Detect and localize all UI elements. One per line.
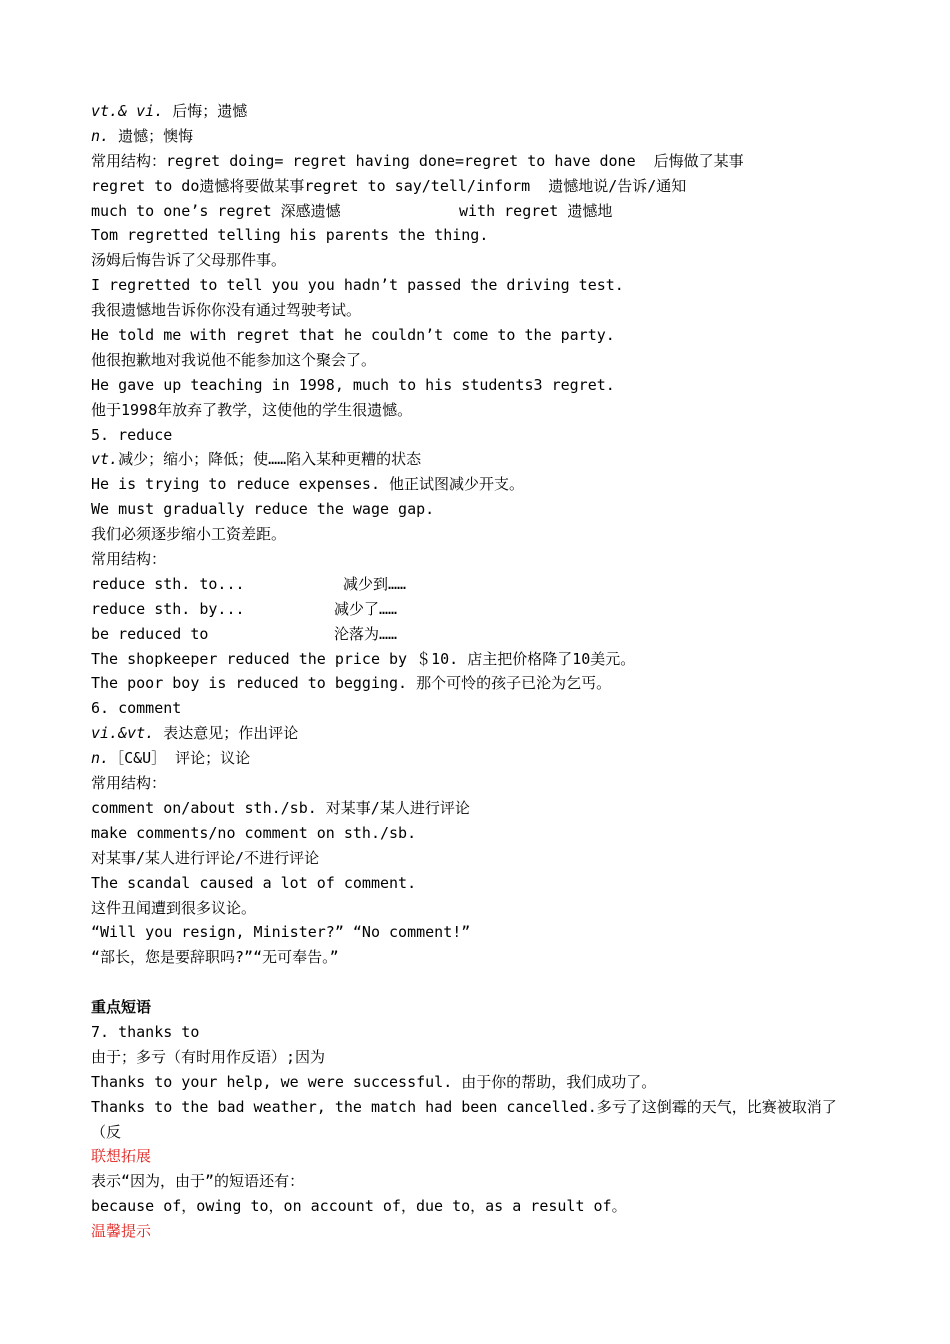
example-translation: “部长，您是要辞职吗?”“无可奉告。” [91,948,339,967]
structure-row [91,597,871,622]
text-line: 表示“因为，由于”的短语还有： [91,1172,305,1191]
text-line: 常用结构：regret doing= regret having done=regret to have done 后悔做了某事 [91,151,744,170]
definition-text: 遗憾；懊悔 [109,126,194,145]
structure-phrase: be reduced to [91,624,209,643]
structure-label: 常用结构： [91,774,167,793]
example-sentence: Thanks to the bad weather, the match had been cancelled.多亏了这倒霉的天气，比赛被取消了 [91,1097,837,1116]
structure-meaning: 减少到…… [343,574,407,593]
structure-phrase: reduce sth. to... [91,574,245,593]
part-of-speech: vt.& vi. [91,102,164,120]
entry-heading: 5. reduce [91,425,173,444]
example-translation: 他于1998年放弃了教学，这使他的学生很遗憾。 [91,400,413,419]
definition-text: 减少；缩小；降低；使……陷入某种更糟的状态 [118,450,422,469]
definition-line [91,99,871,124]
phrase-left: much to one’s regret 深感遗憾 [91,201,341,220]
text-line [91,199,871,224]
tip-label: 温馨提示 [91,1222,152,1241]
example-sentence: I regretted to tell you you hadn’t passed the driving test. [91,276,624,295]
example-sentence: Thanks to your help, we were successful. 由于你的帮助，我们成功了。 [91,1072,657,1091]
example-translation: 他很抱歉地对我说他不能参加这个聚会了。 [91,350,377,369]
example-translation: 我们必须逐步缩小工资差距。 [91,525,287,544]
extension-label: 联想拓展 [91,1147,152,1166]
example-sentence: The scandal caused a lot of comment. [91,873,417,892]
definition-text: ［C&U］ 评论；议论 [109,749,251,768]
part-of-speech: vi.&vt. [91,724,155,743]
entry-heading: 6. comment [91,699,182,718]
structure-row [91,622,871,647]
text-line: comment on/about sth./sb. 对某事/某人进行评论 [91,798,470,817]
example-translation: 汤姆后悔告诉了父母那件事。 [91,251,287,270]
blank-line [91,970,871,995]
example-sentence: He is trying to reduce expenses. 他正试图减少开支。 [91,475,525,494]
example-translation: 我很遗憾地告诉你你没有通过驾驶考试。 [91,301,362,320]
definition-line [91,124,871,149]
part-of-speech: n. [91,126,110,145]
structure-label: 常用结构： [91,550,167,569]
example-sentence: The shopkeeper reduced the price by ＄10. 店主把价格降了10美元。 [91,649,636,668]
text-line: because of，owing to，on account of，due to，as a result of。 [91,1197,627,1216]
part-of-speech: vt. [91,450,119,469]
structure-meaning: 减少了…… [334,599,398,618]
text-line: make comments/no comment on sth./sb. [91,823,417,842]
phrase-right: with regret 遗憾地 [459,201,613,220]
definition-line [91,721,871,746]
document-page [91,99,871,1244]
text-line: 对某事/某人进行评论/不进行评论 [91,848,320,867]
example-sentence: The poor boy is reduced to begging. 那个可怜的孩子已沦为乞丐。 [91,674,612,693]
definition-line [91,746,871,771]
entry-heading: 7. thanks to [91,1022,200,1041]
structure-row [91,572,871,597]
example-sentence: He gave up teaching in 1998, much to his students3 regret. [91,375,615,394]
example-sentence: We must gradually reduce the wage gap. [91,500,435,519]
part-of-speech: n. [91,749,110,768]
example-sentence: Tom regretted telling his parents the thing. [91,226,489,245]
example-translation: 这件丑闻遭到很多议论。 [91,898,257,917]
example-sentence: He told me with regret that he couldn’t come to the party. [91,326,615,345]
example-continuation: （反 [91,1122,122,1141]
definition-text: 后悔；遗憾 [163,102,248,120]
definition-line: 由于；多亏（有时用作反语）;因为 [91,1047,326,1066]
text-line: regret to do遗憾将要做某事regret to say/tell/inform 遗憾地说/告诉/通知 [91,176,687,195]
definition-text: 表达意见；作出评论 [154,724,299,743]
structure-meaning: 沦落为…… [334,624,398,643]
definition-line [91,447,871,472]
section-heading: 重点短语 [91,998,152,1017]
structure-phrase: reduce sth. by... [91,599,245,618]
example-sentence: “Will you resign, Minister?” “No comment!” [91,923,471,942]
